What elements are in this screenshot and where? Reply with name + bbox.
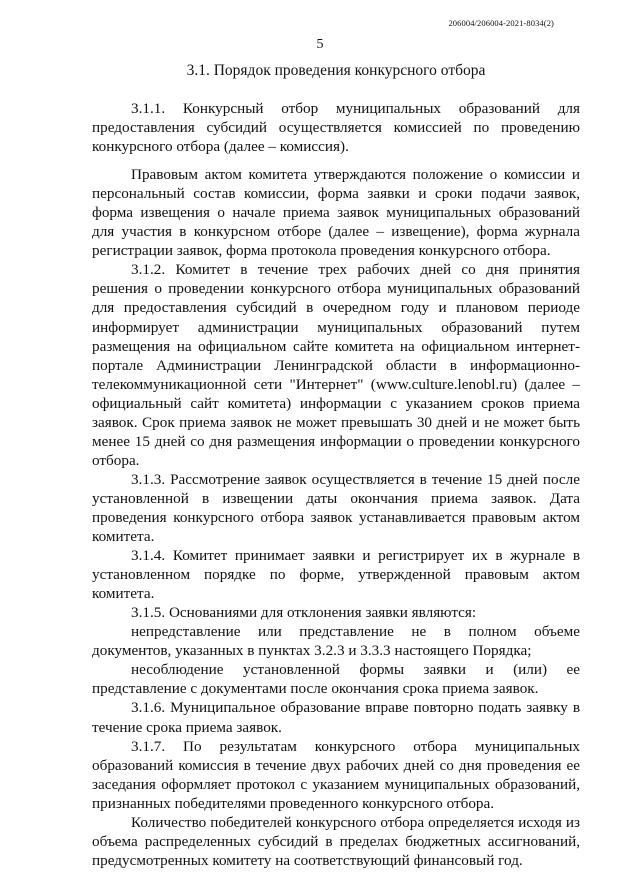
paragraph-3-1-2: 3.1.2. Комитет в течение трех рабочих дней со дня принятия решения о проведении конкурсного отбора муниципальных образований для предоставления субсидий в очередном году и плановом периоде информирует администрации муниципальных образований путем размещения на официальном сайте комитета на официальном интернет-портале Администрации Ленинградской области в информационно-телекоммуникационной сети "Интернет" (www.culture.lenobl.ru) (далее – официальный сайт комитета) информации с указанием сроков приема заявок. Срок приема заявок не может превышать 30 дней и не может быть менее 15 дней со дня размещения информации о проведении конкурсного отбора. — [92, 261, 580, 469]
paragraph-3-1-7: 3.1.7. По результатам конкурсного отбора муниципальных образований комиссия в течение двух рабочих дней со дня проведения ее заседания оформляет протокол с указанием муниципальных образований, признанных победителями проведенного конкурсного отбора. — [92, 737, 580, 812]
document-body — [92, 99, 580, 870]
section-title: 3.1. Порядок проведения конкурсного отбора — [186, 62, 486, 79]
paragraph-3-1-4: 3.1.4. Комитет принимает заявки и регистрирует их в журнале в установленном порядке по форме, утвержденной правовым актом комитета. — [92, 547, 580, 603]
paragraph-winners-count: Количество победителей конкурсного отбора определяется исходя из объема распределенных субсидий в пределах бюджетных ассигнований, предусмотренных комитету на соответствующий финансовый год. — [92, 813, 580, 869]
paragraph-rejection-reason-1: непредставление или представление не в полном объеме документов, указанных в пунктах 3.2.3 и 3.3.3 настоящего Порядка; — [92, 623, 580, 660]
paragraph-3-1-5: 3.1.5. Основаниями для отклонения заявки являются: — [131, 604, 477, 622]
paragraph-3-1-1: 3.1.1. Конкурсный отбор муниципальных образований для предоставления субсидий осуществляется комиссией по проведению конкурсного отбора (далее – комиссия). — [92, 100, 580, 156]
paragraph-3-1-6: 3.1.6. Муниципальное образование вправе повторно подать заявку в течение срока приема заявок. — [92, 699, 580, 736]
document-id: 206004/206004-2021-8034(2) — [448, 18, 554, 28]
page-number: 5 — [316, 37, 324, 52]
paragraph-legal-act: Правовым актом комитета утверждаются положение о комиссии и персональный состав комиссии, форма заявки и сроки подачи заявок, форма извещения о начале приема заявок муниципальных образований для участия в конкурсном отборе (далее – извещение), форма журнала регистрации заявок, форма протокола проведения конкурсного отбора. — [92, 166, 580, 260]
paragraph-3-1-3: 3.1.3. Рассмотрение заявок осуществляется в течение 15 дней после установленной в извещении даты окончания приема заявок. Дата проведения конкурсного отбора заявок устанавливается правовым актом комитета. — [92, 470, 580, 546]
paragraph-rejection-reason-2: несоблюдение установленной формы заявки и (или) ее представление с документами после окончания срока приема заявок. — [92, 661, 580, 698]
